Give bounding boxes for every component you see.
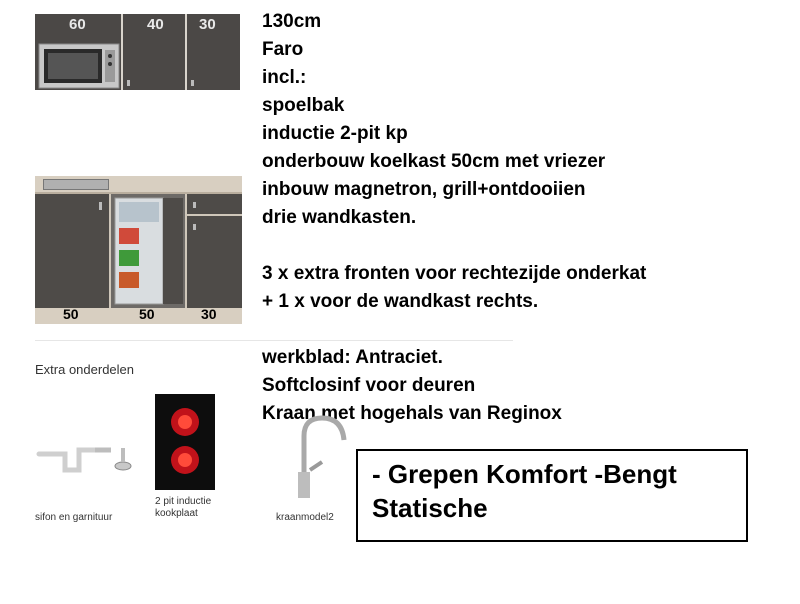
wall-cabinets-image xyxy=(35,14,240,90)
wall-width-label: 40 xyxy=(147,16,164,33)
wall-width-label: 60 xyxy=(69,16,86,33)
faucet-icon xyxy=(290,412,354,502)
base-width-label: 50 xyxy=(139,306,155,322)
spec-line: Softclosinf voor deuren xyxy=(262,375,476,396)
wall-width-label: 30 xyxy=(199,16,216,33)
spec-line: 130cm xyxy=(262,11,322,32)
handles-callout xyxy=(356,449,748,542)
sink-icon xyxy=(43,179,109,190)
spec-line: Kraan met hogehals van Reginox xyxy=(262,403,562,424)
specification-text xyxy=(262,8,782,428)
fridge-cabinet xyxy=(111,194,187,308)
fridge-icon xyxy=(111,194,185,308)
base-cabinets-image xyxy=(35,176,242,324)
spec-line xyxy=(262,232,782,260)
microwave-cabinet xyxy=(35,14,123,90)
spec-line: onderbouw koelkast 50cm met vriezer xyxy=(262,151,606,172)
spec-line: incl.: xyxy=(262,67,307,88)
base-cabinet-30 xyxy=(187,194,242,308)
divider xyxy=(35,340,513,341)
spec-line: Faro xyxy=(262,39,304,60)
item-caption: 2 pit inductie kookplaat xyxy=(155,496,212,519)
wall-cabinet-40 xyxy=(123,14,187,90)
wall-cabinet-30 xyxy=(187,14,240,90)
spec-line: drie wandkasten. xyxy=(262,207,417,228)
item-caption: kraanmodel2 xyxy=(276,512,334,523)
microwave-icon xyxy=(35,14,121,90)
siphon-icon xyxy=(35,440,135,480)
handle xyxy=(193,224,196,230)
worktop xyxy=(35,176,242,194)
spec-line: inbouw magnetron, grill+ontdooiien xyxy=(262,179,586,200)
handle xyxy=(127,80,130,86)
base-width-label: 30 xyxy=(201,306,217,322)
base-cabinet-50 xyxy=(35,194,111,308)
callout-line: - Grepen Komfort -Bengt xyxy=(372,459,677,489)
extra-parts-title: Extra onderdelen xyxy=(35,362,135,377)
item-caption: sifon en garnituur xyxy=(35,512,113,523)
spec-line: + 1 x voor de wandkast rechts. xyxy=(262,291,539,312)
spec-line: spoelbak xyxy=(262,95,345,116)
induction-hob-icon xyxy=(155,394,215,490)
handle xyxy=(191,80,194,86)
handle xyxy=(99,202,102,210)
spec-line: 3 x extra fronten voor rechtezijde onderkat xyxy=(262,263,647,284)
callout-line: Statische xyxy=(372,493,488,523)
base-width-label: 50 xyxy=(63,306,79,322)
handle xyxy=(193,202,196,208)
spec-line: inductie 2-pit kp xyxy=(262,123,408,144)
spec-line: werkblad: Antraciet. xyxy=(262,347,443,368)
